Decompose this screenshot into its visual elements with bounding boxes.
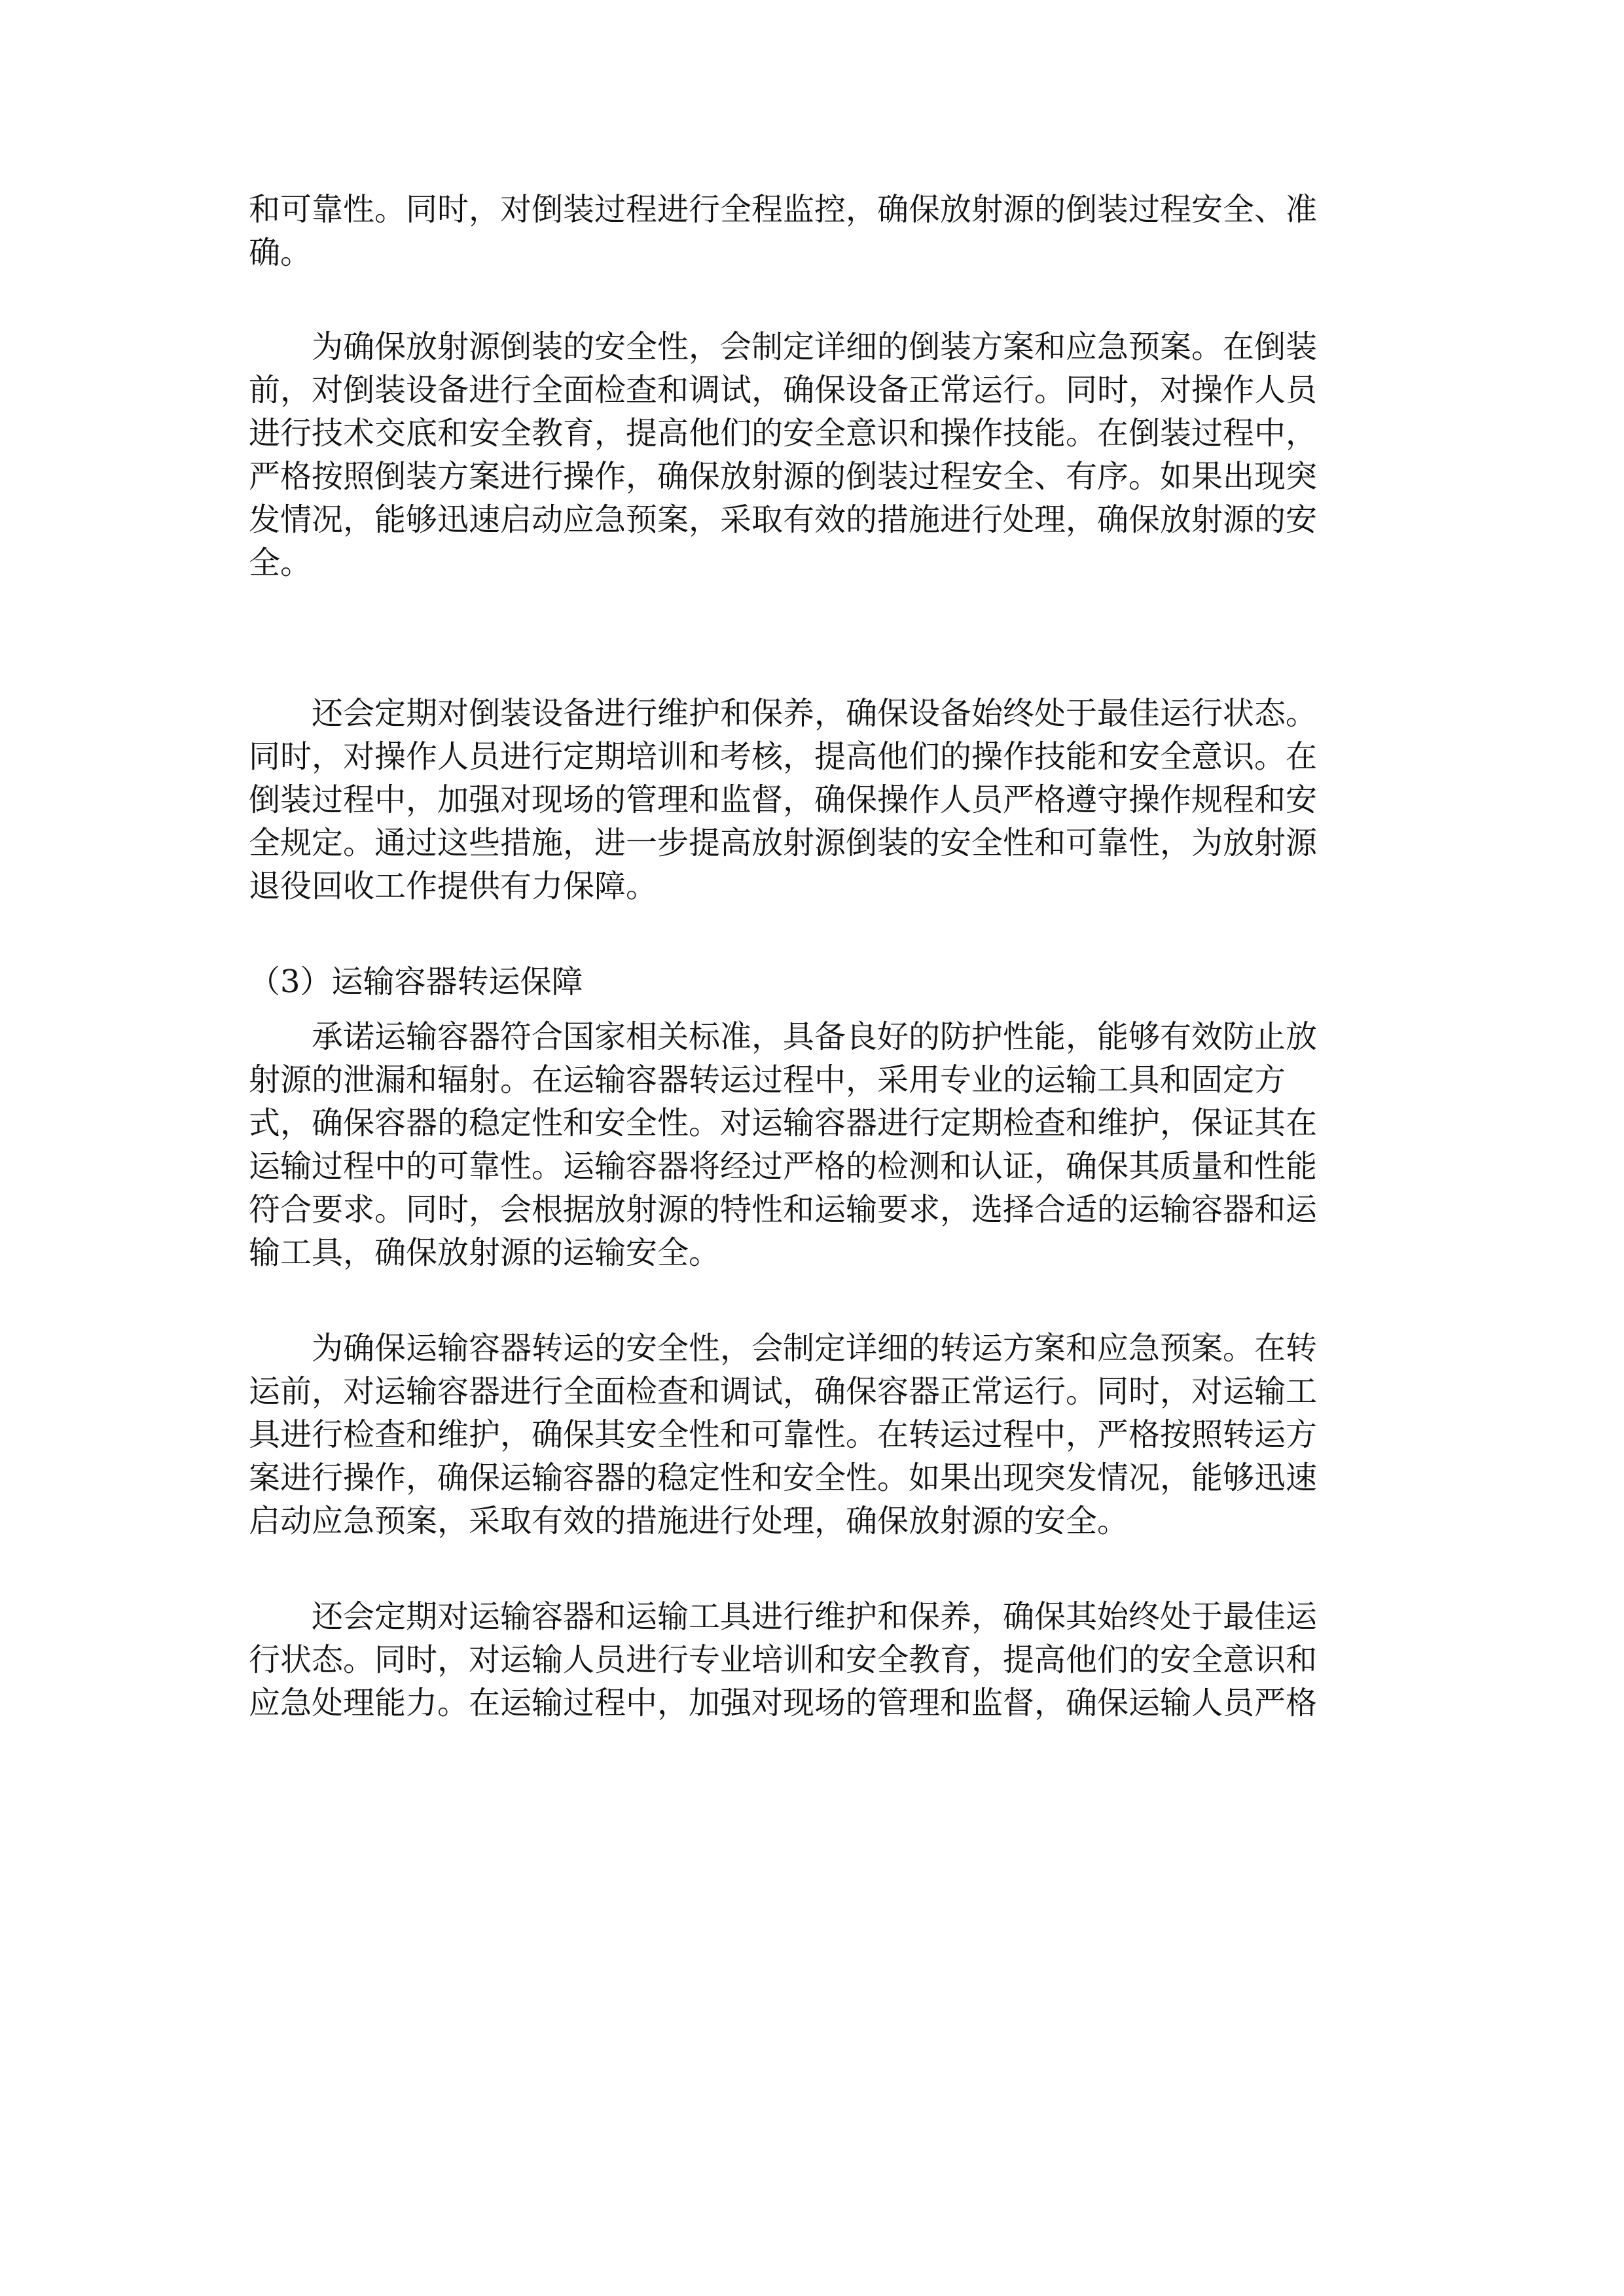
paragraph-2-line-1: 为确保放射源倒装的安全性，会制定详细的倒装方案和应急预案。在倒装	[312, 329, 1318, 365]
paragraph-4-line-5: 符合要求。同时，会根据放射源的特性和运输要求，选择合适的运输容器和运	[249, 1191, 1318, 1228]
paragraph-5-line-5: 启动应急预案，采取有效的措施进行处理，确保放射源的安全。	[249, 1503, 1129, 1539]
paragraph-3-line-4: 全规定。通过这些措施，进一步提高放射源倒装的安全性和可靠性，为放射源	[249, 825, 1318, 861]
paragraph-1-line-2: 确。	[249, 234, 312, 271]
paragraph-2-line-5: 发情况，能够迅速启动应急预案，采取有效的措施进行处理，确保放射源的安	[249, 501, 1318, 538]
paragraph-3-line-1: 还会定期对倒装设备进行维护和保养，确保设备始终处于最佳运行状态。	[312, 695, 1318, 732]
paragraph-3-line-5: 退役回收工作提供有力保障。	[249, 868, 658, 905]
paragraph-3-line-3: 倒装过程中，加强对现场的管理和监督，确保操作人员严格遵守操作规程和安	[249, 781, 1318, 818]
paragraph-1-line-1: 和可靠性。同时，对倒装过程进行全程监控，确保放射源的倒装过程安全、准	[249, 191, 1318, 228]
paragraph-4-line-1: 承诺运输容器符合国家相关标准，具备良好的防护性能，能够有效防止放	[312, 1018, 1318, 1055]
paragraph-2-line-3: 进行技术交底和安全教育，提高他们的安全意识和操作技能。在倒装过程中，	[249, 415, 1318, 452]
paragraph-4-line-2: 射源的泄漏和辐射。在运输容器转运过程中，采用专业的运输工具和固定方	[249, 1062, 1286, 1098]
paragraph-5-line-1: 为确保运输容器转运的安全性，会制定详细的转运方案和应急预案。在转	[312, 1330, 1318, 1367]
paragraph-5-line-2: 运前，对运输容器进行全面检查和调试，确保容器正常运行。同时，对运输工	[249, 1373, 1318, 1410]
paragraph-6-line-1: 还会定期对运输容器和运输工具进行维护和保养，确保其始终处于最佳运	[312, 1598, 1318, 1635]
paragraph-5-line-3: 具进行检查和维护，确保其安全性和可靠性。在转运过程中，严格按照转运方	[249, 1416, 1318, 1453]
paragraph-5-line-4: 案进行操作，确保运输容器的稳定性和安全性。如果出现突发情况，能够迅速	[249, 1460, 1318, 1496]
paragraph-6-line-2: 行状态。同时，对运输人员进行专业培训和安全教育，提高他们的安全意识和	[249, 1641, 1318, 1678]
paragraph-2-line-2: 前，对倒装设备进行全面检查和调试，确保设备正常运行。同时，对操作人员	[249, 372, 1318, 408]
paragraph-2-line-6: 全。	[249, 545, 312, 581]
section-heading: （3）运输容器转运保障	[249, 963, 583, 1000]
paragraph-4-line-3: 式，确保容器的稳定性和安全性。对运输容器进行定期检查和维护，保证其在	[249, 1105, 1318, 1141]
paragraph-3-line-2: 同时，对操作人员进行定期培训和考核，提高他们的操作技能和安全意识。在	[249, 738, 1318, 775]
paragraph-2-line-4: 严格按照倒装方案进行操作，确保放射源的倒装过程安全、有序。如果出现突	[249, 458, 1318, 495]
paragraph-4-line-6: 输工具，确保放射源的运输安全。	[249, 1234, 721, 1271]
paragraph-6-line-3: 应急处理能力。在运输过程中，加强对现场的管理和监督，确保运输人员严格	[249, 1685, 1318, 1721]
paragraph-4-line-4: 运输过程中的可靠性。运输容器将经过严格的检测和认证，确保其质量和性能	[249, 1148, 1318, 1185]
